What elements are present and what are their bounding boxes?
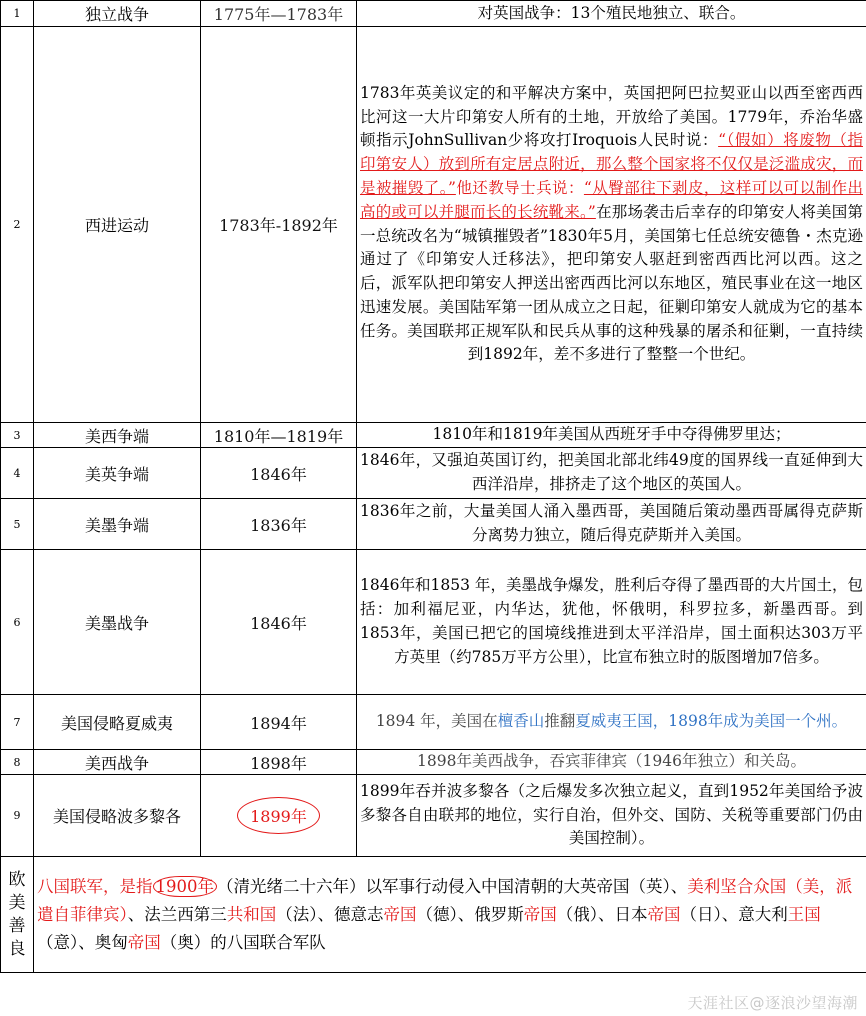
final-text: （意）、奥匈	[37, 932, 128, 952]
watermark: 天涯社区@逐浪沙望海潮	[687, 994, 858, 1012]
table-row	[1, 857, 866, 973]
circled-year: 1899年	[237, 797, 320, 834]
honolulu-link-text: 檀香山	[497, 712, 545, 731]
row-number: 8	[1, 750, 34, 775]
description-text: 1894 年，美国在	[375, 712, 498, 731]
row-number: 7	[1, 695, 34, 750]
table-row	[1, 695, 866, 750]
event-description: 对英国战争：13个殖民地独立、联合。	[357, 1, 866, 27]
final-text: 帝国	[127, 932, 161, 952]
final-text: （俄）、日本	[556, 904, 648, 924]
event-description: 1846年，又强迫英国订约，把美国北部北纬49度的国界线一直延伸到大西洋沿岸，排挤走了这个地区的英国人。	[357, 448, 866, 499]
event-years: 1898年	[201, 750, 357, 775]
table-row	[1, 448, 866, 499]
event-description: 1846年和1853 年，美墨战争爆发，胜利后夺得了墨西哥的大片国土，包括：加利福尼亚，内华达，犹他，怀俄明，科罗拉多，新墨西哥。到1853年，美国已把它的国境线推进到太平洋沿岸，国土面积达303万平方英里（约785万平方公里），比宣布独立时的版图增加7倍多。	[357, 550, 866, 695]
final-text-usa: 美利坚合众国（美，派遣自菲律宾）	[37, 876, 853, 924]
event-description: 1810年和1819年美国从西班牙手中夺得佛罗里达；	[357, 423, 866, 448]
final-text: （日）、意大利	[680, 904, 788, 924]
event-description: 1899年吞并波多黎各（之后爆发多次独立起义，直到1952年美国给予波多黎各自由联邦的地位，实行自治，但外交、国防、关税等重要部门仍由美国控制）。	[357, 775, 866, 857]
description-text: 推翻	[544, 712, 576, 731]
event-years: 1846年	[201, 448, 357, 499]
row-number: 4	[1, 448, 34, 499]
event-name: 美西争端	[34, 423, 201, 448]
final-text: （德）、俄罗斯	[416, 904, 524, 924]
final-text: 、法兰西第三	[127, 904, 227, 924]
event-years: 1894年	[201, 695, 357, 750]
eight-nation-alliance-text	[34, 857, 866, 973]
table-row	[1, 750, 866, 775]
final-text: （法）、德意志	[276, 904, 384, 924]
row-number: 6	[1, 550, 34, 695]
event-description: 1836年之前，大量美国人涌入墨西哥，美国随后策动墨西哥属得克萨斯分离势力独立，随后得克萨斯并入美国。	[357, 499, 866, 550]
event-name: 独立战争	[34, 1, 201, 27]
event-name: 美墨争端	[34, 499, 201, 550]
event-name: 美英争端	[34, 448, 201, 499]
row-number: 2	[1, 27, 34, 423]
description-text: 在那场袭击后幸存的印第安人将美国第一总统改名为“城镇摧毁者”1830年5月，美国第七任总统安德鲁・杰克逊通过了《印第安人迁移法》，把印第安人驱赶到密西西比河以西。这之后，派军队把印第安人押送出密西西比河以东地区，殖民事业在这一地区迅速发展。美国陆军第一团从成立之日起，征剿印第安人就成为它的基本任务。美国联邦正规军队和民兵从事的这种残暴的屠杀和征剿，一直持续到1892年，差不多进行了整整一个世纪。	[360, 202, 863, 364]
washington-quote: “（假如）将废物（指印第安人）放到所有定居点附近，那么整个国家将不仅仅是泛滥成灾，而是被摧毁了。”	[360, 131, 863, 197]
final-text: 帝国	[383, 904, 417, 924]
final-text: （奥）的八国联合军队	[160, 932, 326, 952]
final-text: （清光绪二十六年）以军事行动侵入中国清朝的大英帝国（英）、	[217, 876, 688, 896]
event-years: 1810年—1819年	[201, 423, 357, 448]
event-name: 美墨战争	[34, 550, 201, 695]
event-years: 1775年—1783年	[201, 1, 357, 27]
event-name: 美国侵略波多黎各	[34, 775, 201, 857]
final-text: 王国	[787, 904, 821, 924]
event-name: 美国侵略夏威夷	[34, 695, 201, 750]
side-label-char: 善	[8, 915, 26, 936]
soldier-quote: “从臀部往下剥皮，这样可以可以制作出高的或可以并腿而长的长统靴来。”	[360, 178, 863, 221]
table-row	[1, 775, 866, 857]
event-years: 1836年	[201, 499, 357, 550]
event-description: 1898年美西战争，吞宾菲律宾（1946年独立）和关岛。	[357, 750, 866, 775]
row-number: 3	[1, 423, 34, 448]
event-name: 美西战争	[34, 750, 201, 775]
table-row	[1, 423, 866, 448]
final-text: 帝国	[647, 904, 681, 924]
description-text: ，1898年成为美国一个州。	[652, 712, 848, 731]
row-number: 5	[1, 499, 34, 550]
event-years: 1846年	[201, 550, 357, 695]
event-description	[357, 695, 866, 750]
side-label-char: 美	[8, 892, 26, 913]
side-label	[1, 857, 34, 973]
event-years: 1783年-1892年	[201, 27, 357, 423]
final-text: 共和国	[226, 904, 277, 924]
final-text: 八国联军，是指	[37, 876, 153, 896]
description-text: 他还教导士兵说：	[455, 178, 584, 197]
event-name: 西进运动	[34, 27, 201, 423]
side-label-char: 良	[8, 938, 26, 959]
row-number: 9	[1, 775, 34, 857]
table-row	[1, 1, 866, 27]
description-text: 1783年英美议定的和平解决方案中，英国把阿巴拉契亚山以西至密西西比河这一大片印第安人所有的土地，开放给了美国。1779年，乔治华盛顿指示JohnSullivan少将攻打Iroquois人民时说：	[360, 83, 863, 150]
table-row	[1, 27, 866, 423]
table-row	[1, 499, 866, 550]
circled-1900: 1900年	[153, 876, 218, 897]
row-number: 1	[1, 1, 34, 27]
event-years-cell	[201, 775, 357, 857]
final-text: 帝国	[523, 904, 557, 924]
table-row	[1, 550, 866, 695]
hawaii-kingdom-link-text: 夏威夷王国	[575, 712, 653, 731]
side-label-char: 欧	[8, 869, 26, 890]
event-description	[357, 27, 866, 423]
